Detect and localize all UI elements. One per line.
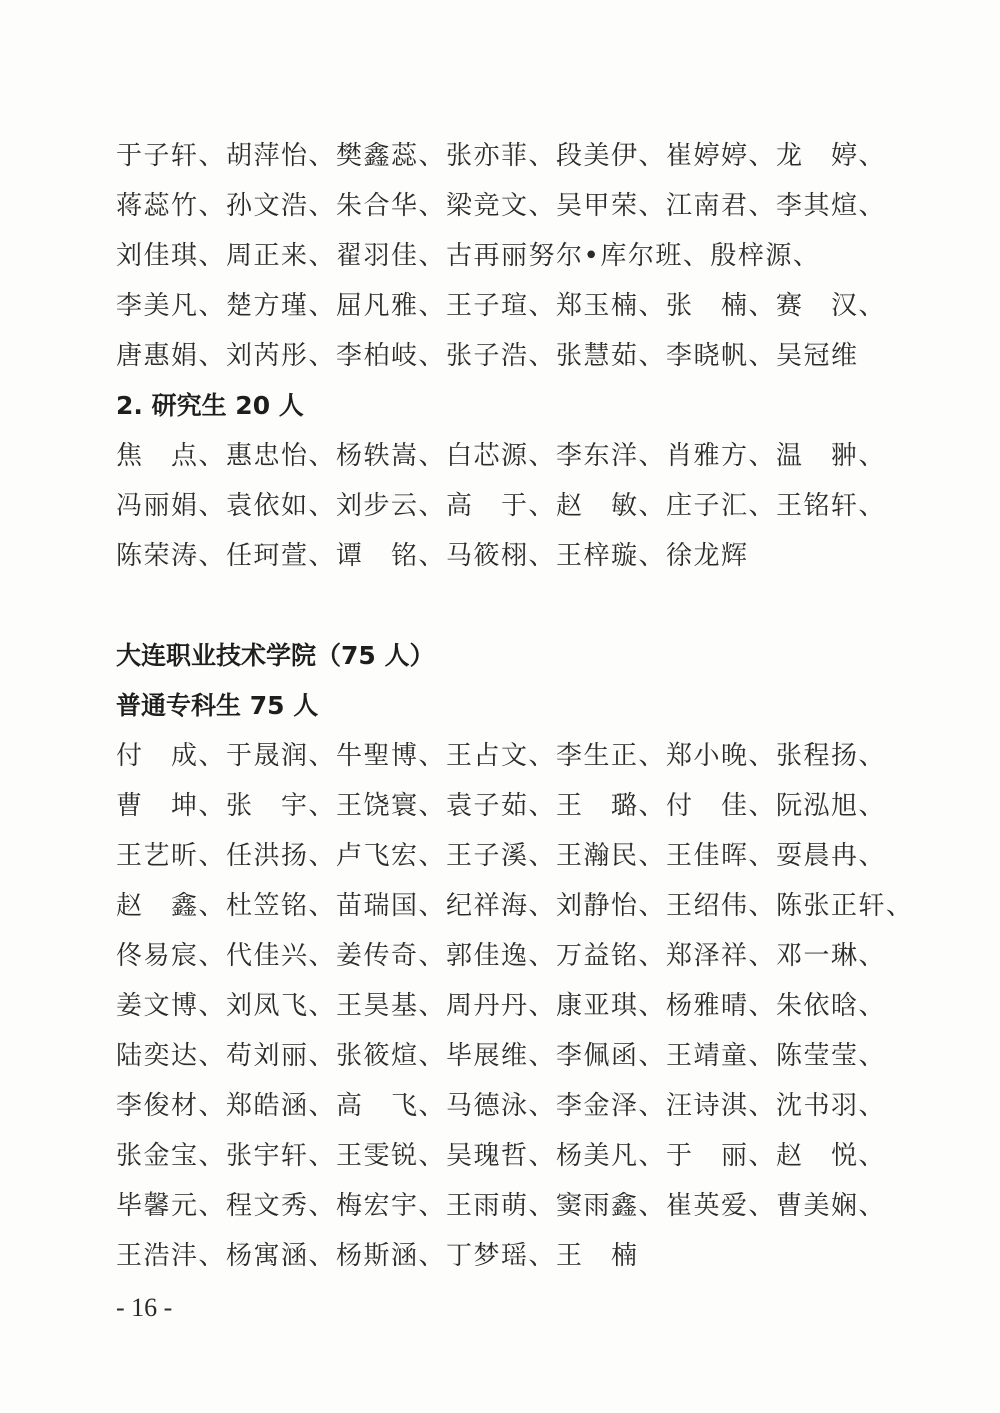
name-list-line: 王艺昕、任洪扬、卢飞宏、王子溪、王瀚民、王佳晖、耍晨冉、 <box>116 841 887 871</box>
name-list-line: 姜文博、刘凤飞、王昊基、周丹丹、康亚琪、杨雅晴、朱依晗、 <box>116 991 887 1021</box>
name-list-line: 赵 鑫、杜笠铭、苗瑞国、纪祥海、刘静怡、王绍伟、陈张正轩、 <box>116 891 914 921</box>
name-list-line: 陈荣涛、任珂萱、谭 铭、马筱栩、王梓璇、徐龙辉 <box>116 541 749 571</box>
name-list-line: 刘佳琪、周正来、翟羽佳、古再丽努尔•库尔班、殷梓源、 <box>116 241 821 271</box>
name-list-line: 陆奕达、苟刘丽、张筱煊、毕展维、李佩函、王靖童、陈莹莹、 <box>116 1041 887 1071</box>
name-list-line: 曹 坤、张 宇、王饶寰、袁子茹、王 璐、付 佳、阮泓旭、 <box>116 791 887 821</box>
name-list-line: 唐惠娟、刘芮彤、李柏岐、张子浩、张慧茹、李晓帆、吴冠维 <box>116 341 859 371</box>
junior-college-heading: 普通专科生 75 人 <box>116 691 319 720</box>
name-list-line: 王浩沣、杨寓涵、杨斯涵、丁梦瑶、王 楠 <box>116 1241 639 1271</box>
name-list-line: 付 成、于晟润、牛聖博、王占文、李生正、郑小晚、张程扬、 <box>116 741 887 771</box>
name-list-line: 蒋蕊竹、孙文浩、朱合华、梁竞文、吴甲荣、江南君、李其煊、 <box>116 191 887 221</box>
name-list-line: 焦 点、惠忠怡、杨轶嵩、白芯源、李东洋、肖雅方、温 翀、 <box>116 441 887 471</box>
name-list-line: 李俊材、郑皓涵、高 飞、马德泳、李金泽、汪诗淇、沈书羽、 <box>116 1091 887 1121</box>
name-list-line: 李美凡、楚方瑾、屈凡雅、王子瑄、郑玉楠、张 楠、赛 汉、 <box>116 291 887 321</box>
page-number: - 16 - <box>116 1293 173 1322</box>
name-list-line: 于子轩、胡萍怡、樊鑫蕊、张亦菲、段美伊、崔婷婷、龙 婷、 <box>116 141 887 171</box>
college-title: 大连职业技术学院（75 人） <box>116 641 435 670</box>
graduate-heading: 2. 研究生 20 人 <box>116 391 304 420</box>
name-list-line: 张金宝、张宇轩、王雯锐、吴瑰哲、杨美凡、于 丽、赵 悦、 <box>116 1141 887 1171</box>
name-list-line: 冯丽娟、袁依如、刘步云、高 于、赵 敏、庄子汇、王铭轩、 <box>116 491 887 521</box>
name-list-line: 佟易宸、代佳兴、姜传奇、郭佳逸、万益铭、郑泽祥、邓一琳、 <box>116 941 887 971</box>
name-list-line: 毕馨元、程文秀、梅宏宇、王雨萌、窦雨鑫、崔英爱、曹美娴、 <box>116 1191 887 1221</box>
